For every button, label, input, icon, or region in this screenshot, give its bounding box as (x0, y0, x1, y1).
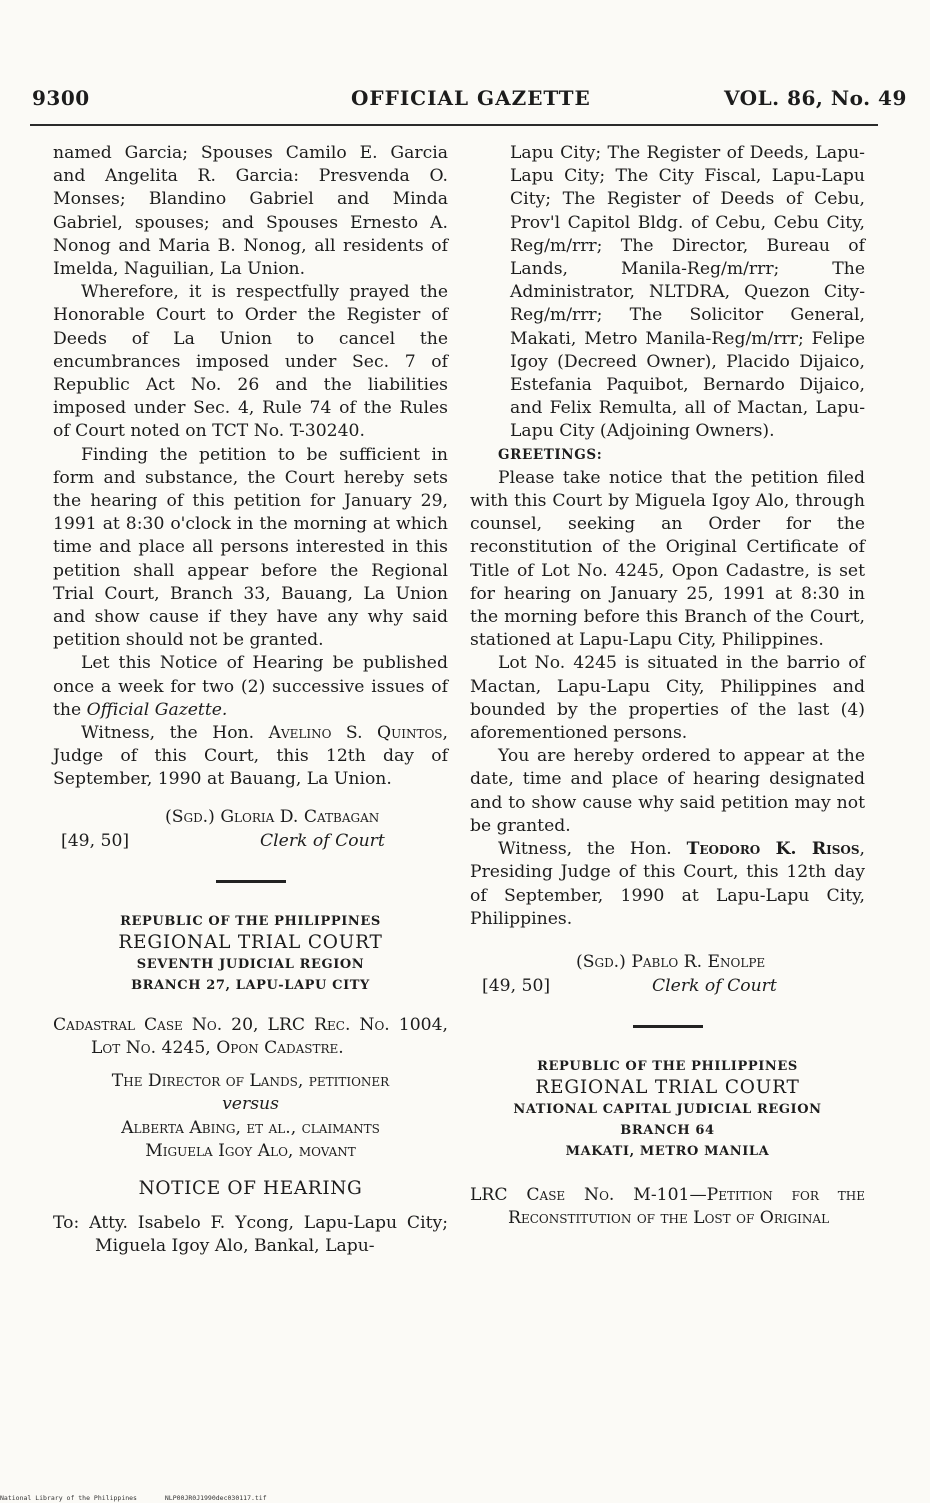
judge-name: Teodoro K. Risos (686, 839, 860, 860)
addressees-start: To: Atty. Isabelo F. Ycong, Lapu-Lapu City; Miguela Igoy Alo, Bankal, Lapu- (53, 1213, 448, 1257)
right-paragraph: You are hereby ordered to appear at the date, time and place of hearing designated and to show cause why said petition may not be granted. (470, 746, 865, 836)
court-location: MAKATI, METRO MANILA (565, 1143, 770, 1159)
left-paragraph: Wherefore, it is respectfully prayed the Honorable Court to Order the Register of Deeds of La Union to cancel the encumbrances imposed under Sec. 7 of Republic Act No. 26 and the liabilities imposed under Sec. 4, Rule 74 of the Rules of Court noted on TCT No. T-30240. (53, 282, 448, 442)
court-branch: BRANCH 64 (620, 1122, 715, 1138)
section-divider (633, 1025, 703, 1028)
text-run: Let this Notice of Hearing be published once a week for two (2) successive issues of the (53, 653, 448, 720)
greetings: GREETINGS: (498, 446, 603, 463)
court-branch: BRANCH 27, LAPU-LAPU CITY (131, 977, 370, 993)
signatory-role: Clerk of Court (260, 830, 385, 851)
page-number: 9300 (32, 86, 90, 110)
signatory: (Sgd.) Gloria D. Catbagan (165, 806, 380, 827)
signature-block (470, 951, 865, 1003)
right-paragraph (470, 838, 865, 931)
header-rule (30, 124, 878, 126)
right-paragraph: Lot No. 4245 is situated in the barrio of Mactan, Lapu-Lapu City, Philippines and bounded by the properties of the last (4) aforementioned persons. (470, 653, 865, 744)
scan-footer (0, 1494, 291, 1502)
text-run: Witness, the Hon. (81, 723, 269, 744)
gazette-name: Official Gazette. (86, 699, 228, 720)
text-run: Witness, the Hon. (498, 839, 687, 860)
petitioner-line: The Director of Lands, petitioner (111, 1071, 390, 1092)
left-paragraph: Finding the petition to be sufficient in form and substance, the Court hereby sets the hearing of this petition for January 29, 1991 at 8:30 o'clock in the morning at which time and place all persons interested in this petition shall appear before the Regional Trial Court, Branch 33, Bauang, La Union and show cause if they have any why said petition should not be granted. (53, 444, 448, 651)
issue-numbers: [49, 50] (482, 975, 551, 996)
signatory-role: Clerk of Court (652, 975, 777, 996)
court-name: REGIONAL TRIAL COURT (535, 1076, 800, 1098)
court-name: REGIONAL TRIAL COURT (118, 931, 383, 953)
text-run: , Judge of this Court, this 12th day of September, 1990 at Bauang, La Union. (53, 723, 448, 790)
court-republic: REPUBLIC OF THE PHILIPPINES (537, 1058, 798, 1074)
court-region: SEVENTH JUDICIAL REGION (136, 956, 365, 972)
parties-block (53, 1070, 448, 1163)
case-line: Cadastral Case No. 20, LRC Rec. No. 1004, Lot No. 4245, Opon Cadastre. (53, 1014, 448, 1058)
judge-name: Avelino S. Quintos (268, 723, 443, 744)
file-name: NLP00JR0J1990dec030117.tif (164, 1494, 267, 1502)
publication-title: OFFICIAL GAZETTE (351, 86, 591, 110)
left-column (53, 142, 448, 1259)
issue-numbers: [49, 50] (61, 830, 130, 851)
text-run: , Presiding Judge of this Court, this 12th day of September, 1990 at Lapu-Lapu City, Philippines. (470, 839, 865, 929)
right-paragraph: Please take notice that the petition filed with this Court by Miguela Igoy Alo, through counsel, seeking an Order for the reconstitution of the Original Certificate of Title of Lot No. 4245, Opon Cadastre, is set for hearing on January 25, 1991 at 8:30 in the morning before this Branch of the Court, stationed at Lapu-Lapu City, Philippines. (470, 467, 865, 651)
court-region: NATIONAL CAPITAL JUDICIAL REGION (513, 1101, 822, 1117)
movant-line: Miguela Igoy Alo, movant (145, 1140, 356, 1161)
left-paragraph (53, 652, 448, 722)
claimants-line: Alberta Abing, et al., claimants (121, 1117, 380, 1138)
signature-block (53, 806, 448, 858)
library-name: National Library of the Philippines (0, 1494, 137, 1502)
left-paragraph: named Garcia; Spouses Camilo E. Garcia and Angelita R. Garcia: Presvenda O. Monses; Blandino Gabriel and Minda Gabriel, spouses; and Spouses Ernesto A. Nonog and Maria B. Nonog, all residents of Imelda, Naguilian, La Union. (53, 143, 448, 280)
signatory: (Sgd.) Pablo R. Enolpe (576, 951, 766, 972)
court-republic: REPUBLIC OF THE PHILIPPINES (120, 913, 381, 929)
right-column (470, 142, 865, 1230)
left-paragraph (53, 722, 448, 792)
section-divider (216, 880, 286, 883)
versus-line: versus (222, 1094, 279, 1115)
case-line: LRC Case No. M-101—Petition for the Reconstitution of the Lost of Original (470, 1184, 865, 1229)
notice-title: NOTICE OF HEARING (138, 1177, 363, 1199)
volume-number: VOL. 86, No. 49 (724, 86, 907, 110)
addressees-continued: Lapu City; The Register of Deeds, Lapu-Lapu City; The City Fiscal, Lapu-Lapu City; The Register of Deeds of Cebu, Prov'l Capitol Bldg. of Cebu, Cebu City, Reg/m/rrr; The Director, Bureau of Lands, Manila-Reg/m/rrr; The Administrator, NLTDRA, Quezon City-Reg/m/rrr; The Solicitor General, Makati, Metro Manila-Reg/m/rrr; Felipe Igoy (Decreed Owner), Placido Dijaico, Estefania Paquibot, Bernardo Dijaico, and Felix Remulta, all of Mactan, Lapu-Lapu City (Adjoining Owners). (510, 143, 865, 442)
